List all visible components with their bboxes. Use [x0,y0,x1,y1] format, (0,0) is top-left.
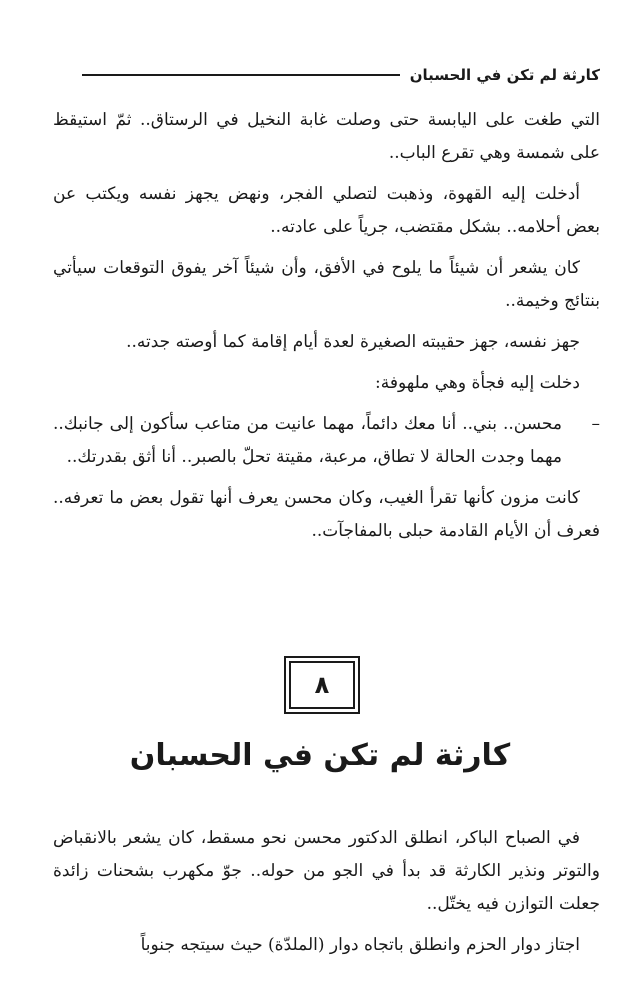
chapter-text [53,822,600,970]
paragraph: جهز نفسه، جهز حقيبته الصغيرة لعدة أيام إقامة كما أوصته جدته.. [126,332,580,352]
paragraph: التي طغت على اليابسة حتى وصلت غابة النخيل في الرستاق.. ثمّ استيقظ على شمسة وهي تقرع الباب.. [53,110,600,163]
paragraph: دخلت إليه فجأة وهي ملهوفة: [374,373,580,393]
running-header [82,60,600,90]
dialogue-text: محسن.. بني.. أنا معك دائماً، مهما عانيت من متاعب سأكون إلى جانبك.. مهما وجدت الحالة لا تطاق، مرعبة، مقيتة تحلّ بالصبر.. أنا أثق بقدرتك.. [53,414,562,467]
header-rule [82,74,400,76]
chapter-number-box [284,656,360,714]
paragraph: كان يشعر أن شيئاً ما يلوح في الأفق، وأن شيئاً آخر يفوق التوقعات سيأتي بنتائج وخيمة.. [53,258,600,311]
paragraph: في الصباح الباكر، انطلق الدكتور محسن نحو مسقط، كان يشعر بالانقباض والتوتر ونذير الكارثة قد بدأ في الجو من حوله.. جوّ مكهرب بشحنات زائدة جعلت التوازن فيه يختّل.. [53,828,600,914]
running-header-title: كارثة لم تكن في الحسبان [409,66,600,84]
paragraph: كانت مزون كأنها تقرأ الغيب، وكان محسن يعرف أنها تقول بعض ما تعرفه.. فعرف أن الأيام القادمة حبلى بالمفاجآت.. [53,488,600,541]
paragraph: اجتاز دوار الحزم وانطلق باتجاه دوار (الملدّة) حيث سيتجه جنوباً [140,935,580,955]
chapter-title: كارثة لم تكن في الحسبان [129,738,511,773]
dialogue-line [53,408,600,474]
dialogue-dash: – [591,414,600,434]
chapter-number: ٨ [289,661,355,709]
body-text [53,104,600,556]
paragraph: أدخلت إليه القهوة، وذهبت لتصلي الفجر، ونهض يجهز نفسه ويكتب عن بعض أحلامه.. بشكل مقتضب، جرياً على عادته.. [53,184,600,237]
